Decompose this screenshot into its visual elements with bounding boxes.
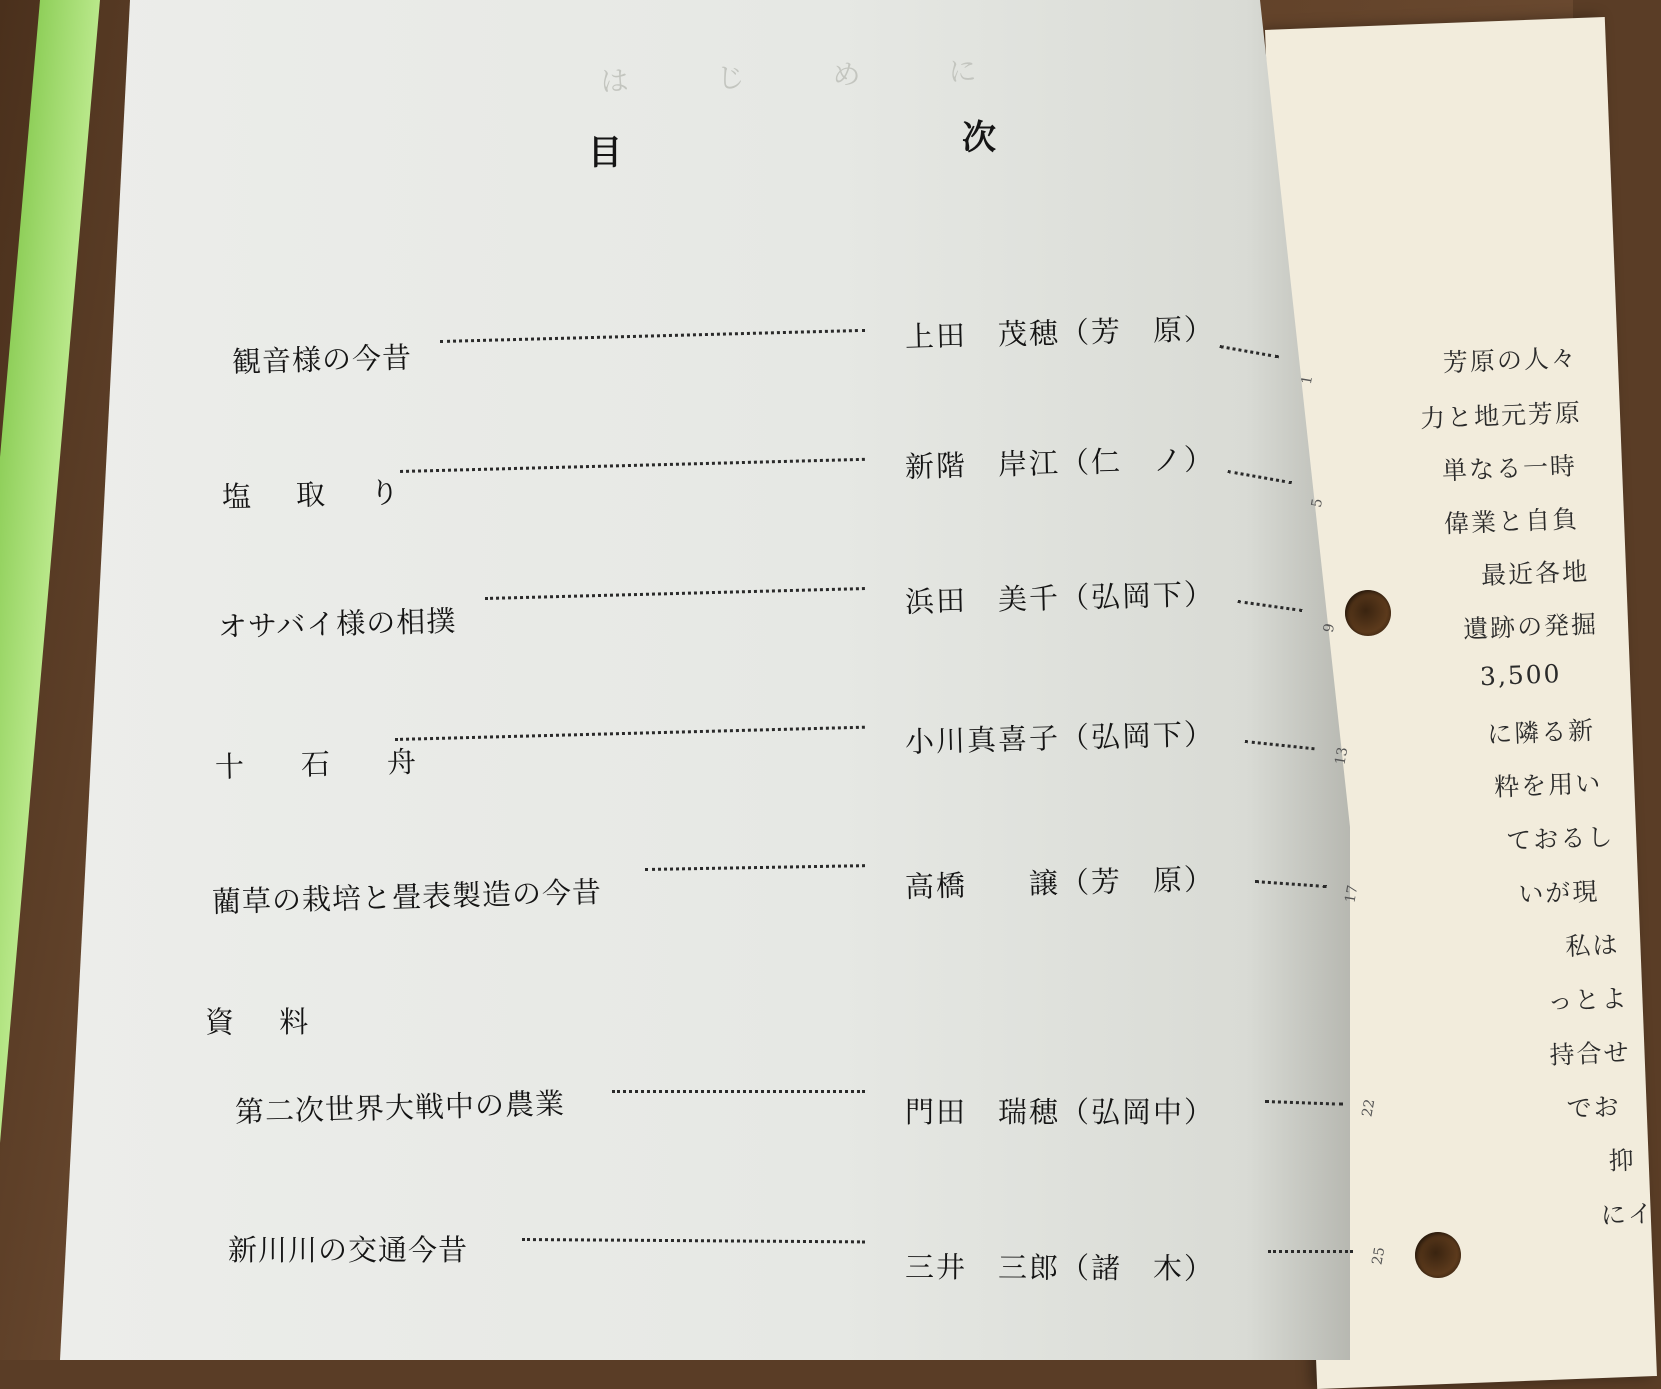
- toc-entry-author: 三井 三郎（諸 木）: [904, 1250, 1216, 1286]
- page-number: 5: [1308, 497, 1327, 509]
- leader-dots: [1268, 1250, 1353, 1253]
- toc-heading-right: 次: [962, 118, 996, 158]
- toc-entry-title: 新川川の交通今昔: [228, 1233, 469, 1267]
- right-page-line: 偉業と自負: [1443, 504, 1580, 539]
- leader-dots: [612, 1090, 865, 1093]
- right-page-line: に隣る新: [1486, 715, 1596, 749]
- ghost-heading: は じ め に: [600, 53, 1007, 98]
- toc-entry-author: 上田 茂穂（芳 原）: [904, 311, 1216, 354]
- right-page-line: 3,500: [1479, 659, 1563, 692]
- toc-entry-author: 高橋 譲（芳 原）: [904, 861, 1216, 904]
- toc-entry-author: 新階 岸江（仁 ノ）: [904, 441, 1216, 484]
- page-number: 17: [1342, 883, 1362, 905]
- right-page-line: 私は: [1564, 930, 1620, 962]
- toc-entry-author: 小川真喜子（弘岡下）: [904, 716, 1216, 759]
- right-page-line: 芳原の人々: [1442, 343, 1579, 378]
- section-label-materials: 資 料: [205, 1005, 327, 1039]
- toc-entry-title: 観音様の今昔: [231, 340, 413, 379]
- right-page-line: いが現: [1517, 876, 1600, 909]
- right-page-line: 力と地元芳原: [1419, 398, 1583, 434]
- toc-entry-author: 浜田 美千（弘岡下）: [904, 576, 1216, 619]
- right-page-line: っとよ: [1546, 983, 1630, 1016]
- right-page-line: でお: [1566, 1092, 1622, 1124]
- right-page-line: にイ: [1600, 1198, 1656, 1230]
- right-page-line: 最近各地: [1480, 556, 1590, 591]
- page-number: 22: [1359, 1097, 1379, 1119]
- toc-entry-title: 藺草の栽培と畳表製造の今昔: [211, 874, 603, 919]
- toc-entry-title: 第二次世界大戦中の農業: [234, 1086, 566, 1129]
- punch-hole-bottom: [1415, 1232, 1461, 1278]
- page-number: 13: [1332, 745, 1352, 767]
- page-number: 1: [1298, 374, 1317, 386]
- toc-entry-title: 十 石 舟: [214, 744, 431, 784]
- right-page-line: ておるし: [1505, 822, 1615, 856]
- right-page-line: 遺跡の発掘: [1462, 609, 1599, 644]
- toc-page: [60, 0, 1350, 1360]
- right-page-line: 抑: [1608, 1145, 1637, 1176]
- punch-hole-top: [1345, 590, 1391, 636]
- toc-entry-title: オサバイ様の相撲: [217, 603, 457, 644]
- page-number: 9: [1320, 622, 1339, 634]
- toc-entry-author: 門田 瑞穂（弘岡中）: [905, 1095, 1216, 1129]
- toc-entry-title: 塩 取 り: [221, 475, 408, 514]
- right-page-line: 持合せ: [1549, 1037, 1632, 1070]
- right-page-line: 単なる一時: [1441, 451, 1578, 486]
- toc-heading-left: 目: [588, 133, 622, 173]
- right-page-line: 粋を用い: [1493, 768, 1603, 802]
- page-number: 25: [1369, 1245, 1389, 1267]
